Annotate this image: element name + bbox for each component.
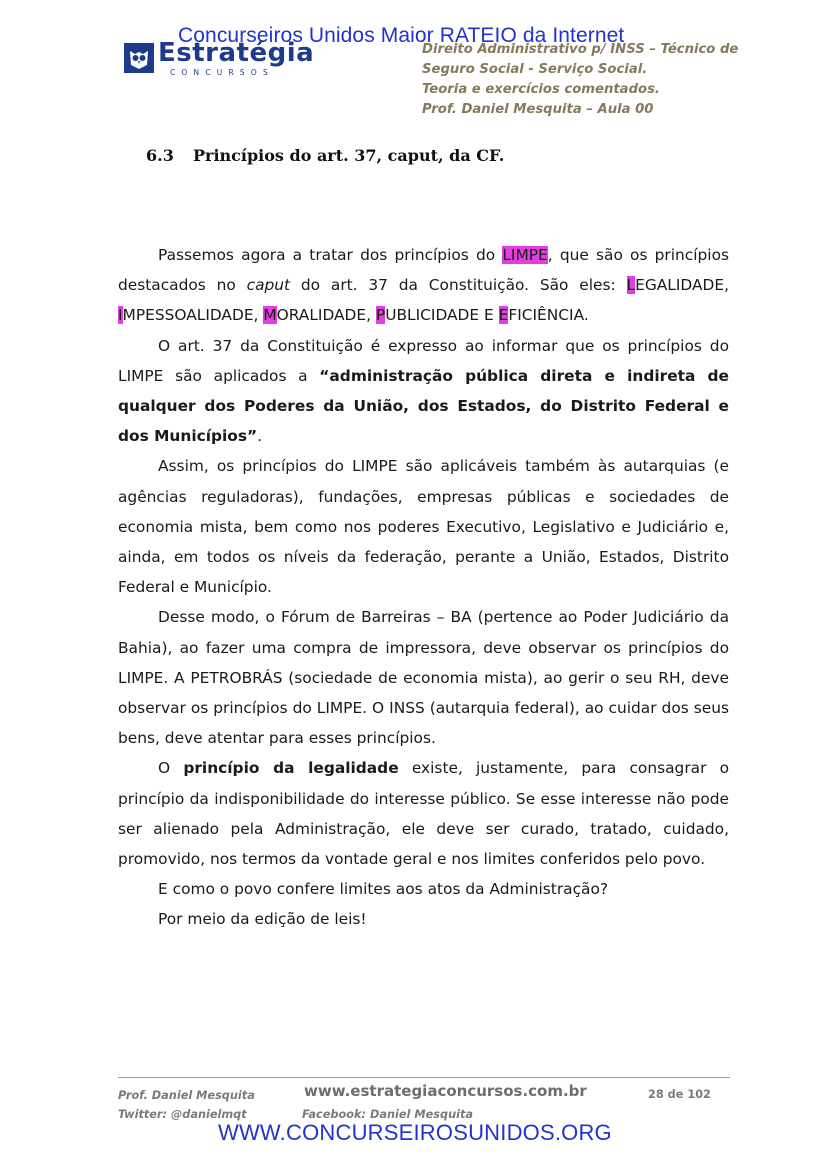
principle-initial: E bbox=[498, 306, 509, 325]
limpe-highlight: LIMPE bbox=[502, 246, 548, 264]
principle-rest: ORALIDADE bbox=[276, 306, 367, 325]
header-line: Direito Administrativo p/ INSS – Técnico de bbox=[422, 42, 739, 57]
text-run: do art. 37 da Constituição. São eles: bbox=[290, 276, 627, 295]
article-body bbox=[118, 240, 729, 935]
course-header bbox=[422, 40, 762, 120]
section-heading bbox=[146, 146, 504, 165]
watermark-bottom: WWW.CONCURSEIROSUNIDOS.ORG bbox=[218, 1120, 612, 1145]
paragraph bbox=[118, 331, 729, 452]
principle-initial: I bbox=[118, 306, 123, 325]
paragraph: Assim, os princípios do LIMPE são aplicáveis também às autarquias (e agências reguladoras), fundações, empresas públicas e sociedades de economia mista, bem como nos poderes Executivo, Legislativo e Judiciário e, ainda, em todos os níveis da federação, perante a União, Estados, Distrito Federal e Município. bbox=[118, 457, 729, 597]
paragraph bbox=[118, 753, 729, 874]
separator: , bbox=[253, 306, 264, 325]
principle-impessoalidade bbox=[118, 306, 263, 324]
separator: , bbox=[366, 306, 376, 325]
paragraph: E como o povo confere limites aos atos da Administração? bbox=[158, 880, 609, 899]
section-number: 6.3 bbox=[146, 146, 174, 165]
legalidade-term: princípio da legalidade bbox=[183, 759, 399, 778]
page-number: 28 de 102 bbox=[648, 1088, 711, 1101]
paragraph: Desse modo, o Fórum de Barreiras – BA (pertence ao Poder Judiciário da Bahia), ao fazer uma compra de impressora, deve observar os princípios do LIMPE. A PETROBRÁS (sociedade de economia mista), ao gerir o seu RH, deve observar os princípios do LIMPE. O INSS (autarquia federal), ao cuidar dos seus bens, deve atentar para esses princípios. bbox=[118, 608, 729, 748]
watermark-top: Concurseiros Unidos Maior RATEIO da Internet bbox=[178, 24, 625, 47]
paragraph: Por meio da edição de leis! bbox=[158, 910, 367, 929]
separator: , bbox=[724, 276, 729, 295]
constitution-quote: “administração pública direta e indireta de qualquer dos Poderes da União, dos Estados, do Distrito Federal e dos Municípios” bbox=[118, 366, 729, 446]
caput-term: caput bbox=[246, 276, 291, 295]
principle-moralidade bbox=[263, 306, 376, 324]
header-line: Seguro Social - Serviço Social. bbox=[422, 62, 648, 77]
header-line: Teoria e exercícios comentados. bbox=[422, 82, 660, 97]
estrategia-logo bbox=[124, 40, 324, 82]
text-run: . bbox=[257, 427, 263, 446]
logo-wordmark: Estratégia bbox=[158, 38, 315, 68]
principle-initial: L bbox=[626, 276, 636, 295]
principle-rest: MPESSOALIDADE bbox=[122, 306, 254, 325]
footer-author-block bbox=[118, 1086, 255, 1124]
footer-website-link[interactable]: www.estrategiaconcursos.com.br bbox=[304, 1082, 587, 1100]
principle-rest: FICIÊNCIA bbox=[508, 306, 584, 325]
footer-facebook: Facebook: Daniel Mesquita bbox=[302, 1108, 474, 1121]
footer-author: Prof. Daniel Mesquita bbox=[118, 1089, 255, 1102]
owl-logo-icon bbox=[124, 43, 154, 73]
paragraph bbox=[118, 240, 729, 331]
text-run: Passemos agora a tratar dos princípios do bbox=[158, 246, 503, 264]
text-run: existe, justamente, para consagrar o princípio da indisponibilidade do interesse público. Se esse interesse não pode ser alienado pela Administração, ele deve ser curado, tratado, cuidado, promovido, nos termos da vontade geral e nos limites conferidos pelo povo. bbox=[118, 759, 730, 869]
separator: . bbox=[583, 306, 589, 325]
text-run: , que são os princípios destacados no bbox=[118, 246, 729, 295]
principle-initial: M bbox=[263, 306, 277, 325]
principle-publicidade bbox=[376, 306, 499, 324]
principle-rest: EGALIDADE bbox=[635, 276, 725, 295]
principle-rest: UBLICIDADE E bbox=[385, 306, 499, 325]
logo-subtitle: CONCURSOS bbox=[170, 68, 274, 77]
principle-legalidade bbox=[627, 276, 729, 294]
text-run: O bbox=[158, 759, 184, 778]
header-line: Prof. Daniel Mesquita – Aula 00 bbox=[422, 102, 654, 117]
footer-divider bbox=[118, 1077, 730, 1078]
footer-twitter: Twitter: @danielmqt bbox=[118, 1108, 247, 1121]
principle-initial: P bbox=[375, 306, 386, 325]
text-run: O art. 37 da Constituição é expresso ao informar que os princípios do LIMPE são aplicados a bbox=[118, 336, 729, 385]
section-title: Princípios do art. 37, caput, da CF. bbox=[193, 146, 505, 165]
principle-eficiencia bbox=[499, 306, 589, 324]
